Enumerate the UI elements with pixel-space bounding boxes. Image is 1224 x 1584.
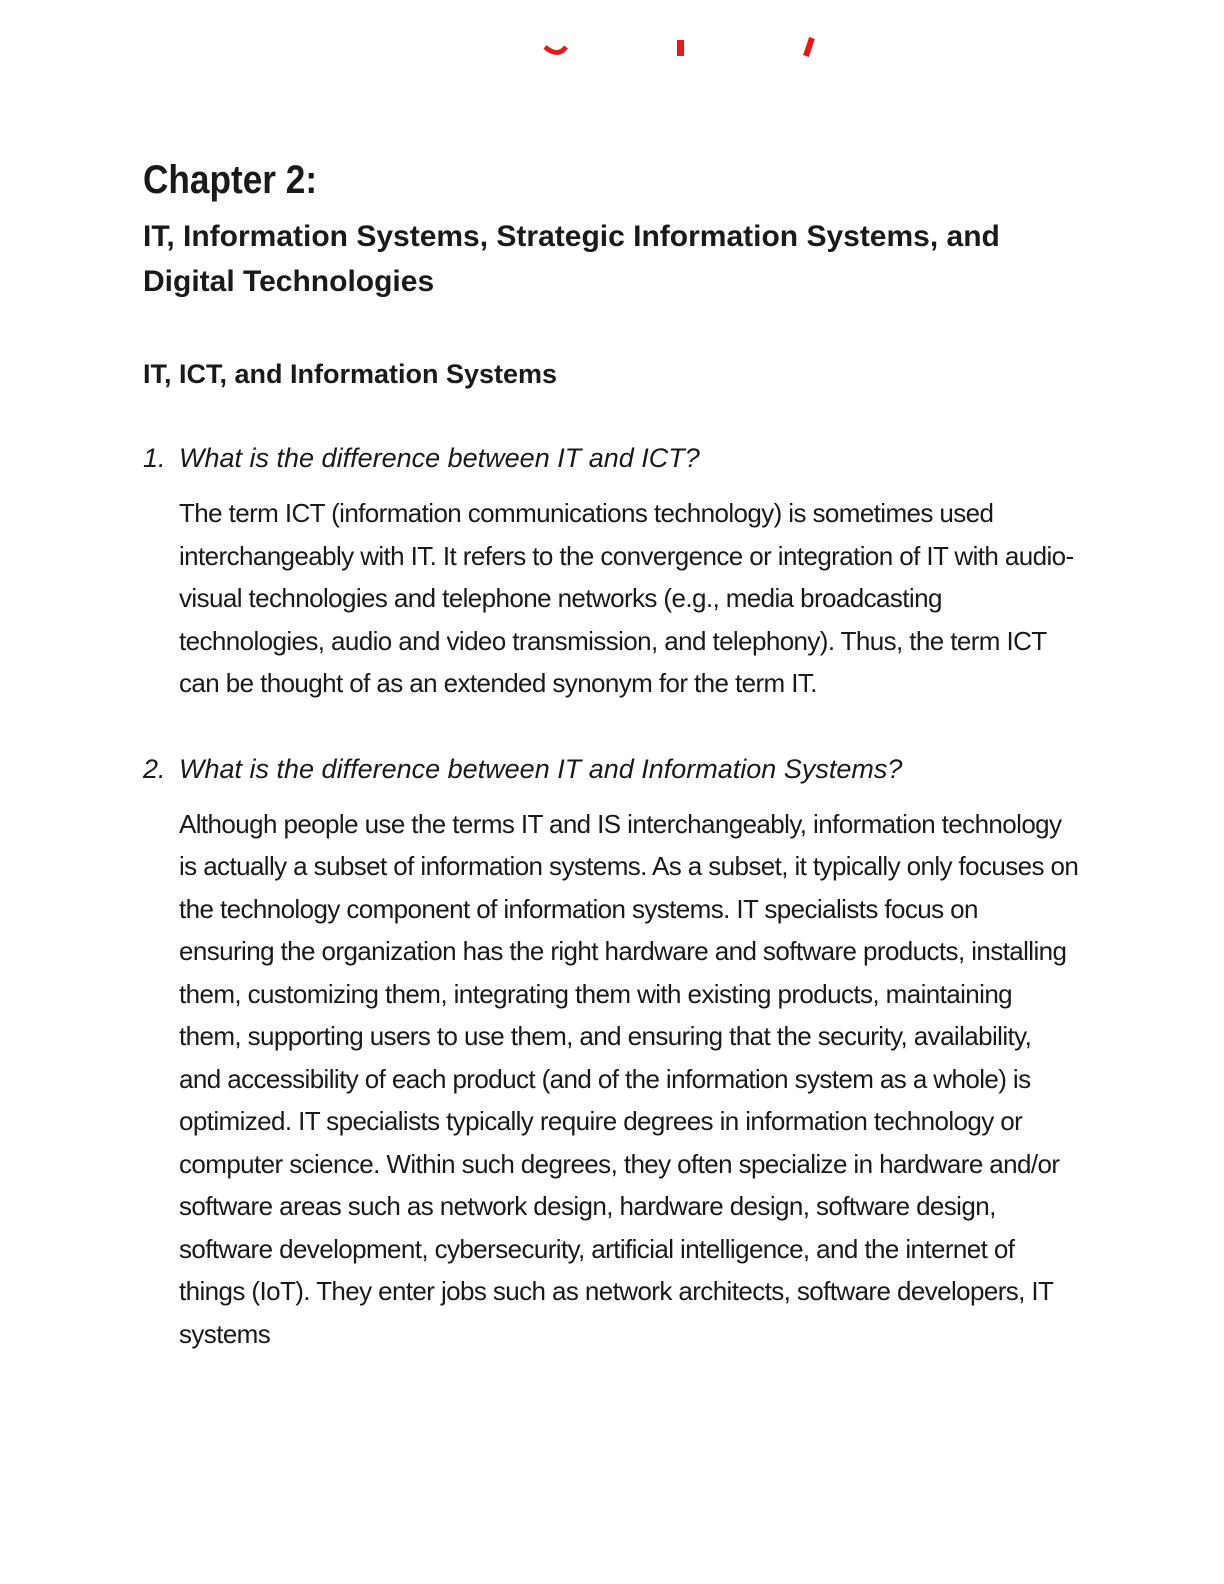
chapter-title: Chapter 2:	[143, 158, 318, 202]
question-list	[143, 438, 1083, 1355]
question-2	[143, 749, 1083, 789]
question-text: What is the difference between IT and Information Systems?	[179, 753, 903, 784]
question-number: 2.	[143, 753, 166, 784]
chapter-subtitle: IT, Information Systems, Strategic Information Systems, and Digital Technologies	[143, 220, 1000, 298]
header-fragment-1	[545, 47, 566, 53]
question-item	[143, 749, 1083, 1356]
question-number: 1.	[143, 443, 166, 473]
cropped-header-text-fragments	[0, 0, 1224, 60]
question-text: What is the difference between IT and ICT?	[179, 443, 700, 473]
header-fragment-2	[677, 40, 684, 56]
question-item	[143, 438, 1083, 705]
answer-2: Although people use the terms IT and IS interchangeably, information technology is actually a subset of information systems. As a subset, it typically only focuses on the technology component of information systems. IT specialists focus on ensuring the organization has the right hardware and software products, installing them, customizing them, integrating them with existing products, maintaining them, supporting users to use them, and ensuring that the security, availability, and accessibility of each product (and of the information system as a whole) is optimized. IT specialists typically require degrees in information technology or computer science. Within such degrees, they often specialize in hardware and/or software areas such as network design, hardware design, software design, software development, cybersecurity, artificial intelligence, and the internet of things (IoT). They enter jobs such as network architects, software developers, IT systems	[179, 808, 1079, 1349]
header-fragment-3	[806, 38, 812, 56]
answer-1: The term ICT (information communications technology) is sometimes used interchangeably with IT. It refers to the convergence or integration of IT with audio-visual technologies and telephone networks (e.g., media broadcasting technologies, audio and video transmission, and telephony). Thus, the term ICT can be thought of as an extended synonym for the term IT.	[179, 498, 1074, 698]
section-heading: IT, ICT, and Information Systems	[143, 359, 558, 389]
question-1	[143, 438, 1083, 478]
document-page	[143, 150, 1083, 1355]
